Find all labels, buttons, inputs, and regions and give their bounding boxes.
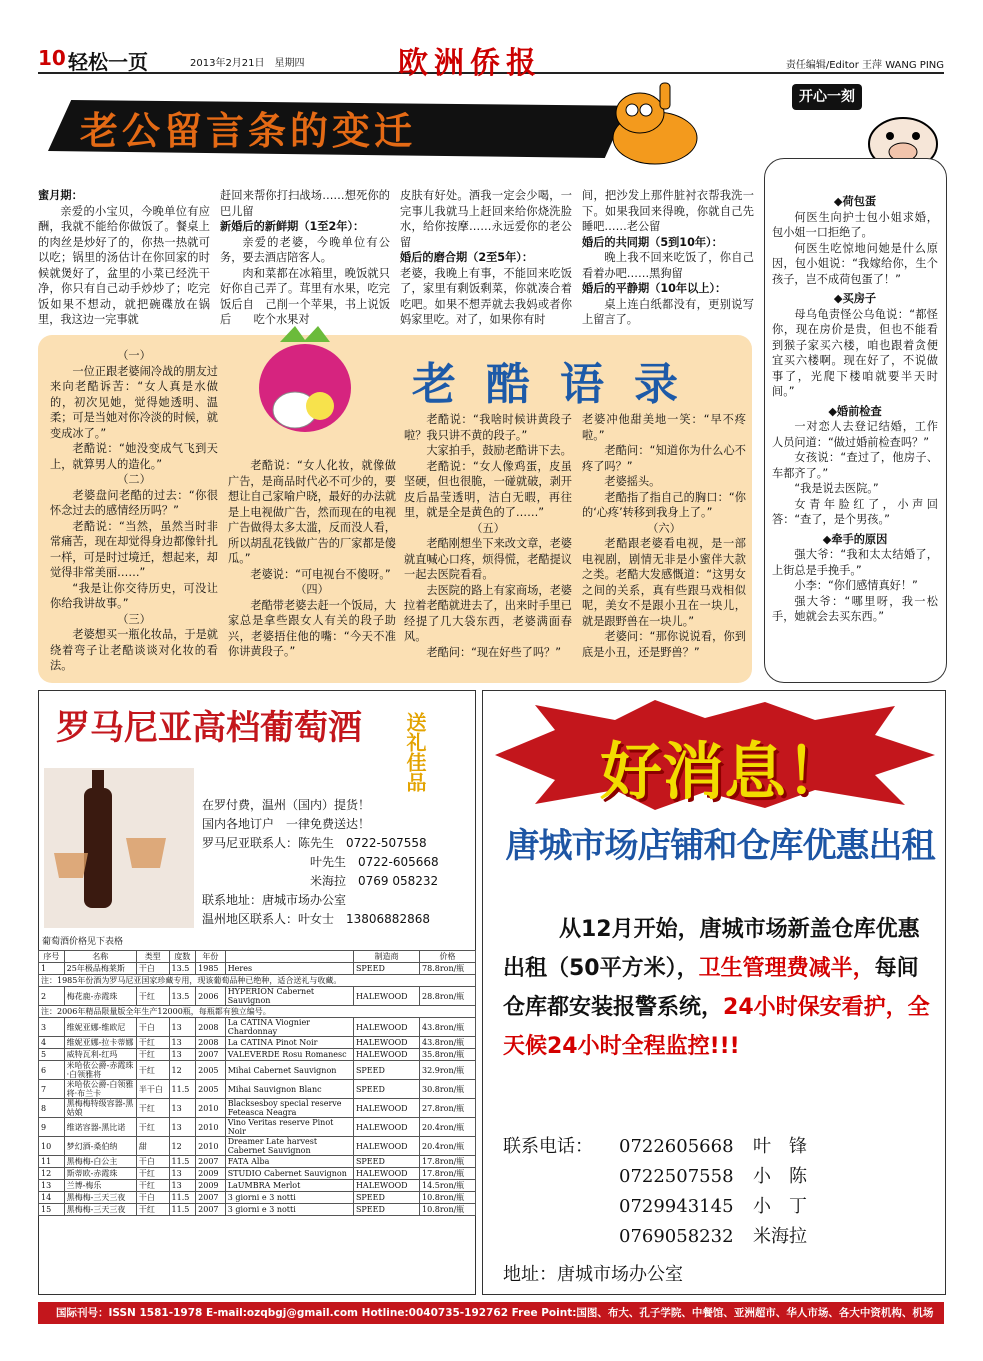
table-cell: 11.5 (169, 1156, 196, 1168)
table-cell: Blacksesboy special reserve Feteasca Neagra (225, 1099, 353, 1118)
table-cell: Mihai Sauvignon Blanc (225, 1080, 353, 1099)
paragraph: 老婆说：“可电视台不傻呀。” (250, 567, 391, 581)
table-row (39, 1118, 476, 1137)
table-row (39, 963, 476, 975)
table-cell: LaUMBRA Merlot (225, 1180, 353, 1192)
phone-number: 0769058232 (619, 1226, 734, 1247)
table-cell: 梦幻酒-桑伯纳 (64, 1137, 136, 1156)
column-badge: 开心一刻 (792, 84, 862, 110)
paragraph: 一位正跟老婆闹冷战的朋友过来向老酷诉苦：“女人真是水做的，初次见她，觉得她透明、温柔；可是当她对你冷淡的时候，就变成冰了。” (50, 364, 218, 440)
section-number: （六） (647, 521, 681, 535)
table-cell: HALEWOOD (353, 1180, 419, 1192)
table-cell: 17.8ron/瓶 (420, 1168, 476, 1180)
table-cell: 5 (39, 1049, 65, 1061)
table-cell: 黑梅梅-三天三夜 (64, 1192, 136, 1204)
joke-heading: ◆牵手的原因 (822, 532, 888, 546)
table-cell: 干白 (136, 1156, 169, 1168)
ad-body-text: 每间仓库都安装报警系统， (503, 956, 919, 1020)
stage-heading: 新婚后的新鲜期（1至2年）： (220, 220, 365, 233)
quotes-column-4 (582, 412, 746, 660)
joke-heading: ◆婚前检查 (828, 404, 882, 418)
table-cell: 干红 (136, 1180, 169, 1192)
info-line: 国内各地订户 一律免费送达！ (202, 817, 371, 831)
table-row (39, 1049, 476, 1061)
table-cell: 13 (169, 1099, 196, 1118)
table-cell: 10.8ron/瓶 (420, 1192, 476, 1204)
table-cell: 14 (39, 1192, 65, 1204)
table-header-row (39, 951, 476, 963)
ad-body-highlight: 卫生管理费减半， (698, 956, 875, 981)
table-cell: 2007 (196, 1156, 226, 1168)
table-cell: SPEED (353, 1192, 419, 1204)
table-row (39, 1018, 476, 1037)
table-cell: SPEED (353, 1156, 419, 1168)
column-header: 价格 (420, 951, 476, 963)
table-cell: 梅花鹿-赤霞珠 (64, 987, 136, 1006)
table-cell: FATA Alba (225, 1156, 353, 1168)
section-title: 轻松一页 (68, 50, 148, 74)
wine-bottle-photo-icon (44, 768, 194, 928)
paragraph: 老婆问：“那你说说看，你到底是小丑，还是野兽？” (582, 630, 746, 659)
table-cell: HALEWOOD (353, 1037, 419, 1049)
table-cell: 2008 (196, 1037, 226, 1049)
section-number: （四） (295, 583, 329, 596)
table-cell: 3 giorni e 3 notti (225, 1204, 353, 1216)
joke-heading: ◆买房子 (833, 292, 877, 305)
paragraph: 老婆摇头。 (604, 475, 661, 488)
paragraph: 老酷指了指自己的胸口：“你的‘心疼’转移到我身上了。” (582, 490, 746, 519)
quotes-column-3 (404, 412, 572, 660)
info-line: 联系地址：唐城市场办公室 (202, 893, 347, 907)
paragraph: 老酷带老婆去赶一个饭局，大家总是拿些跟女人有关的段子助兴，老婆捂住他的嘴：“今天不准你讲黄段子。” (228, 598, 396, 658)
table-cell: HALEWOOD (353, 1049, 419, 1061)
table-cell: 35.8ron/瓶 (420, 1049, 476, 1061)
column-header: 序号 (39, 951, 65, 963)
paragraph: 老酷说：“当然，虽然当时非常痛苦，现在却觉得身边都像针扎一样，可是时过境迁，想起来，却觉得非常美丽……” (50, 519, 218, 579)
paragraph: 老婆盘问老酷的过去：“你很怀念过去的感情经历吗？” (50, 488, 218, 517)
table-cell: 6 (39, 1061, 65, 1080)
section-number: （三） (117, 612, 151, 626)
page-header (38, 46, 944, 81)
paragraph: 亲爱的小宝贝，今晚单位有应酬，我就不能给你做饭了。餐桌上的肉丝是炒好了的，你热一热就可以吃；锅里的汤估计在你回家的时候就煲好了，盆里的小菜已经洗干净，你只有自己动手炒炒了；吃完饭如果不想动，就把碗碟放在锅里，我这边一完事就 (38, 204, 210, 326)
contact-name: 小 丁 (753, 1196, 807, 1217)
paragraph: 老婆，我晚上有事，不能回来吃饭了，家里有剩饭剩菜，你就凑合着吃吧。如果不想弄就去我妈或者你妈家里吃。对了，如果你有时 (400, 266, 572, 326)
column-header: 制造商 (353, 951, 419, 963)
table-cell: 黑梅梅-白公主 (64, 1156, 136, 1168)
paragraph: 何医生向护士包小姐求婚，包小姐一口拒绝了。 (772, 210, 938, 239)
table-cell: 13 (169, 1018, 196, 1037)
table-row (39, 1204, 476, 1216)
table-note: 注：2006年精品限量版全年生产12000瓶，每瓶都有独立编号。 (39, 1006, 476, 1018)
table-cell: 干红 (136, 1037, 169, 1049)
paragraph: 肉和菜都在冰箱里，晚饭就只好你自己弄了。茸里有水果，吃完饭后自 己削一个苹果，书上说饭后 吃个水果对 (220, 266, 390, 326)
table-cell: 维妮亚娜-维欧尼 (64, 1018, 136, 1037)
joke-heading: ◆荷包蛋 (833, 195, 877, 208)
table-cell: 兰博-梅乐 (64, 1180, 136, 1192)
table-cell: 14.5ron/瓶 (420, 1180, 476, 1192)
table-cell: La CATINA Viognier Chardonnay (225, 1018, 353, 1037)
paragraph: 去医院的路上有家商场，老婆拉着老酷就进去了，出来时手里已经提了几大袋东西，老婆满面春风。 (404, 583, 572, 643)
paragraph: 老酷说：“女人化妆，就像做广告，是商品时代必不可少的，要想让自己家喻户晓，最好的办法就是上电视做广告，然而现在的电视广告做得太多太滥，反而没人看，所以胡乱花钱做广告的厂家都是傻瓜。” (228, 459, 396, 565)
table-cell: 维诺容器-黑比诺 (64, 1118, 136, 1137)
table-cell: 干红 (136, 1168, 169, 1180)
table-cell: Mihai Cabernet Sauvignon (225, 1061, 353, 1080)
quotes-title: 老酷语录 (412, 359, 708, 410)
table-cell: 2009 (196, 1180, 226, 1192)
table-row (39, 1156, 476, 1168)
footer-bar: 国际刊号：ISSN 1581-1978 E-mail:ozqbgj@gmail.com Hotline:0040735-192762 Free Point:国图、布大、孔子学院、中餐馆、亚洲超市、华人市场、各大中资机构、机场 (38, 1302, 944, 1324)
table-row (39, 1180, 476, 1192)
table-cell: 2007 (196, 1049, 226, 1061)
quotes-column-1 (50, 348, 218, 674)
table-cell: 13 (39, 1180, 65, 1192)
table-cell: 13 (169, 1037, 196, 1049)
table-note: 注：1985年份酒为罗马尼亚国家珍藏专用，现该葡萄品种已绝种，适合送礼与收藏。 (39, 975, 476, 987)
table-cell: 78.8ron/瓶 (420, 963, 476, 975)
column-header (225, 951, 353, 963)
table-cell: 10 (39, 1137, 65, 1156)
table-cell: 32.9ron/瓶 (420, 1061, 476, 1080)
info-line: 叶先生 0722-605668 (310, 855, 439, 869)
article-column-2 (220, 188, 390, 328)
article-column-3 (400, 188, 572, 328)
issue-date: 2013年2月21日 星期四 (190, 58, 305, 69)
jokes-column (772, 190, 938, 625)
paragraph: 小李：“你们感情真好！” (794, 579, 918, 592)
table-cell: Vino Veritas reserve Pinot Noir (225, 1118, 353, 1137)
paragraph: 亲爱的老婆，今晚单位有公务，要去酒店陪客人。 (220, 235, 390, 264)
contact-name: 米海拉 (753, 1226, 807, 1247)
table-cell: 8 (39, 1099, 65, 1118)
table-cell: 11.5 (169, 1080, 196, 1099)
paragraph: 晚上我不回来吃饭了，你自己看着办吧……黑狗留 (582, 251, 754, 280)
paragraph: 女孩说：“查过了，他房子、车都齐了。” (772, 451, 938, 480)
table-cell: 13 (169, 1180, 196, 1192)
paragraph: 女青年脸红了，小声回答：“查了，是个男孩。” (772, 497, 938, 526)
column-header: 类型 (136, 951, 169, 963)
table-cell: 2008 (196, 1018, 226, 1037)
table-row (39, 1168, 476, 1180)
paragraph: 老婆冲他甜美地一笑：“早不疼啦。” (582, 413, 746, 442)
table-cell: HALEWOOD (353, 1137, 419, 1156)
section-number: （一） (117, 349, 151, 362)
paragraph: 老酷说：“她没变成气飞到天上，就算男人的造化。” (50, 442, 218, 471)
table-cell: HALEWOOD (353, 1099, 419, 1118)
wine-ad-title: 罗马尼亚高档葡萄酒 (56, 708, 362, 748)
table-cell: Heres (225, 963, 353, 975)
paragraph: 母乌龟责怪公乌龟说：“都怪你，现在房价是贵，但也不能看到猴子家买六楼，咱也跟着贪便宜买六楼啊。现在好了，不说做事了，光爬下楼咱就要半天时间。” (772, 307, 938, 398)
table-cell: 12 (169, 1061, 196, 1080)
info-line: 罗马尼亚联系人：陈先生 0722-507558 (202, 836, 427, 850)
table-cell: 黑梅梅-三天三夜 (64, 1204, 136, 1216)
table-cell: 维妮亚娜-拉卡蒂娜 (64, 1037, 136, 1049)
paragraph: 老婆想买一瓶化妆品，于是就绕着弯子让老酷谈谈对化妆的看法。 (50, 628, 218, 672)
table-cell: 1 (39, 963, 65, 975)
wine-price-table (38, 950, 476, 1216)
table-cell: 1985 (196, 963, 226, 975)
contact-list (503, 1132, 807, 1290)
contact-name: 叶 锋 (753, 1136, 807, 1157)
table-cell: SPEED (353, 1080, 419, 1099)
table-cell: SPEED (353, 1204, 419, 1216)
editor-credit: 责任编辑/Editor 王萍 WANG PING (785, 60, 944, 71)
table-cell: 4 (39, 1037, 65, 1049)
table-row (39, 1080, 476, 1099)
paragraph: 皮肤有好处。酒我一定会少喝，一完事儿我就马上赶回来给你烧洗脸水，给你按摩……永远爱你的老公留 (400, 189, 572, 249)
paragraph: “我是让你交待历史，可没让你给我讲故事。” (50, 581, 218, 610)
table-row (39, 987, 476, 1006)
table-cell: 11.5 (169, 1204, 196, 1216)
table-cell: 11.5 (169, 1192, 196, 1204)
table-cell: 2010 (196, 1118, 226, 1137)
table-cell: 2006 (196, 987, 226, 1006)
gift-tag: 送礼佳品 (403, 712, 427, 792)
table-cell: 3 giorni e 3 notti (225, 1192, 353, 1204)
phone-number: 0722507558 (619, 1166, 734, 1187)
table-cell: 2007 (196, 1204, 226, 1216)
paragraph: 老酷说：“女人像鸡蛋，皮虽坚硬，但也很脆，一碰就破，剥开皮后晶莹透明，洁白无暇，再往里，就是全是黄色的了……” (404, 459, 572, 519)
table-cell: 2005 (196, 1061, 226, 1080)
table-cell: 干红 (136, 987, 169, 1006)
paragraph: 何医生吃惊地问她是什么原因，包小姐说：“我嫁给你，生个孩子，岂不成荷包蛋了！” (772, 241, 938, 286)
section-number: （二） (117, 473, 151, 486)
table-cell: 15 (39, 1204, 65, 1216)
phone-number: 0729943145 (619, 1196, 734, 1217)
table-cell: 黑梅梅特级容器-黑姑娘 (64, 1099, 136, 1118)
table-cell: 干白 (136, 1192, 169, 1204)
ad-body-text: 从12月开始，唐城市场新盖仓库优惠出租（50平方米）， (503, 917, 920, 981)
table-cell: 13 (169, 1049, 196, 1061)
table-cell: 30.8ron/瓶 (420, 1080, 476, 1099)
table-cell: 甜 (136, 1137, 169, 1156)
table-cell: 2010 (196, 1137, 226, 1156)
table-cell: La CATINA Pinot Noir (225, 1037, 353, 1049)
table-cell: 10.8ron/瓶 (420, 1204, 476, 1216)
table-cell: 米哈依公爵-赤霞珠·白领雅将 (64, 1061, 136, 1080)
table-cell: 20.4ron/瓶 (420, 1118, 476, 1137)
paragraph: 老酷问：“现在好些了吗？” (426, 645, 562, 659)
price-table-caption: 葡萄酒价格见下表格 (42, 937, 124, 947)
table-cell: 2 (39, 987, 65, 1006)
table-cell: 2009 (196, 1168, 226, 1180)
table-cell: 13.5 (169, 987, 196, 1006)
table-cell: 13 (169, 1168, 196, 1180)
table-cell: HALEWOOD (353, 1018, 419, 1037)
table-cell: 干红 (136, 1099, 169, 1118)
table-cell: 11 (39, 1156, 65, 1168)
table-row (39, 975, 476, 987)
column-header: 度数 (169, 951, 196, 963)
table-cell: 米哈依公爵-白领雅将·布兰卡 (64, 1080, 136, 1099)
table-cell: STUDIO Cabernet Sauvignon (225, 1168, 353, 1180)
table-cell: 干红 (136, 1061, 169, 1080)
paragraph: 桌上连白纸都没有，更别说写上留言了。 (582, 297, 754, 326)
table-row (39, 1099, 476, 1118)
ad-address: 地址：唐城市场办公室 (503, 1264, 683, 1285)
quotes-column-2 (228, 458, 396, 660)
table-cell: 2007 (196, 1192, 226, 1204)
table-row (39, 1192, 476, 1204)
table-cell: 干红 (136, 1204, 169, 1216)
table-cell: VALEVERDE Rosu Romanesc (225, 1049, 353, 1061)
table-cell: 干红 (136, 1118, 169, 1137)
table-row (39, 1137, 476, 1156)
page-number: 10 (38, 46, 66, 70)
stage-heading: 婚后的磨合期（2至5年）： (400, 251, 534, 264)
table-cell: 12 (39, 1168, 65, 1180)
table-cell: HALEWOOD (353, 1168, 419, 1180)
article-title: 老公留言条的变迁 (80, 109, 417, 153)
paragraph: 间，把沙发上那件脏衬衣帮我洗一下。如果我回来得晚，你就自己先睡吧……老公留 (582, 189, 754, 233)
table-cell: SPEED (353, 1061, 419, 1080)
table-cell: 13.5 (169, 963, 196, 975)
table-cell: 7 (39, 1080, 65, 1099)
contact-name: 小 陈 (753, 1166, 807, 1187)
paragraph: 老酷刚想坐下来改文章，老婆就直喊心口疼，烦得慌，老酷提议一起去医院看看。 (404, 537, 572, 581)
paragraph: 强大爷：“哪里呀，我一松手，她就会去买东西。” (772, 594, 938, 623)
table-cell: 威特瓦利-红玛 (64, 1049, 136, 1061)
article-column-1 (38, 188, 210, 328)
phone-number: 0722605668 (619, 1136, 734, 1157)
contact-label: 联系电话： (503, 1136, 593, 1157)
column-header: 年份 (196, 951, 226, 963)
paragraph: 老酷跟老婆看电视，是一部电视剧，剧情无非是小蜜伴大款之类。老酷大发感慨道：“这男女之间的关系，真有些跟马戏相似呢，美女不是跟小丑在一块儿，就是跟野兽在一块儿。” (582, 537, 746, 628)
table-cell: 干红 (136, 1049, 169, 1061)
column-header: 名称 (64, 951, 136, 963)
table-row (39, 1037, 476, 1049)
wine-info (202, 796, 452, 929)
table-cell: Dreamer Late harvest Cabernet Sauvignon (225, 1137, 353, 1156)
table-row (39, 1061, 476, 1080)
table-cell: HYPERION Cabernet Sauvignon (225, 987, 353, 1006)
info-line: 在罗付费，温州（国内）提货！ (202, 798, 371, 812)
table-cell: 17.8ron/瓶 (420, 1156, 476, 1168)
table-cell: 斯蒂欧-赤霞珠 (64, 1168, 136, 1180)
table-cell: 43.8ron/瓶 (420, 1037, 476, 1049)
ad-body (503, 910, 933, 1066)
table-cell: SPEED (353, 963, 419, 975)
paragraph: 老酷问：“知道你为什么心不疼了吗？” (582, 444, 746, 473)
info-line: 温州地区联系人：叶女士 13806882868 (202, 912, 430, 926)
section-number: （五） (471, 521, 505, 535)
table-cell: 20.4ron/瓶 (420, 1137, 476, 1156)
paragraph: 强大爷：“我和太太结婚了，上街总是手挽手。” (772, 548, 938, 577)
strawberry-mouse-icon (250, 318, 360, 438)
stage-heading: 蜜月期： (38, 189, 83, 202)
ad-body-highlight: 24小时保安看护，全天候24小时全程监控!!! (503, 995, 930, 1059)
table-cell: 13 (169, 1118, 196, 1137)
table-cell: HALEWOOD (353, 1118, 419, 1137)
garfield-cartoon-icon (600, 78, 710, 173)
table-cell: 43.8ron/瓶 (420, 1018, 476, 1037)
paragraph: 赶回来帮你打扫战场……想死你的巴儿留 (220, 189, 390, 218)
stage-heading: 婚后的平静期（10年以上）： (582, 282, 727, 295)
table-cell: 干白 (136, 963, 169, 975)
table-cell: 2010 (196, 1099, 226, 1118)
article-column-4 (582, 188, 754, 328)
stage-heading: 婚后的共同期（5到10年）： (582, 235, 723, 249)
ad-subheadline: 唐城市场店铺和仓库优惠出租 (505, 826, 935, 866)
paragraph: 大家拍手，鼓励老酷讲下去。 (426, 444, 572, 457)
ad-headline: 好消息！ (600, 735, 849, 808)
masthead: 欧洲侨报 (398, 46, 542, 81)
table-cell: 3 (39, 1018, 65, 1037)
table-cell: HALEWOOD (353, 987, 419, 1006)
table-cell: 2005 (196, 1080, 226, 1099)
table-cell: 9 (39, 1118, 65, 1137)
info-line: 米海拉 0769 058232 (310, 874, 439, 888)
paragraph: 老酷说：“我啥时候讲黄段子啦？我只讲不黄的段子。” (404, 413, 572, 442)
table-cell: 干白 (136, 1018, 169, 1037)
paragraph: 一对恋人去登记结婚，工作人员问道：“做过婚前检查吗？” (772, 420, 938, 449)
table-cell: 28.8ron/瓶 (420, 987, 476, 1006)
table-cell: 25年极品梅莱斯 (64, 963, 136, 975)
paragraph: “我是说去医院。” (794, 482, 879, 495)
table-cell: 12 (169, 1137, 196, 1156)
table-row (39, 1006, 476, 1018)
table-cell: 半干白 (136, 1080, 169, 1099)
table-cell: 27.8ron/瓶 (420, 1099, 476, 1118)
